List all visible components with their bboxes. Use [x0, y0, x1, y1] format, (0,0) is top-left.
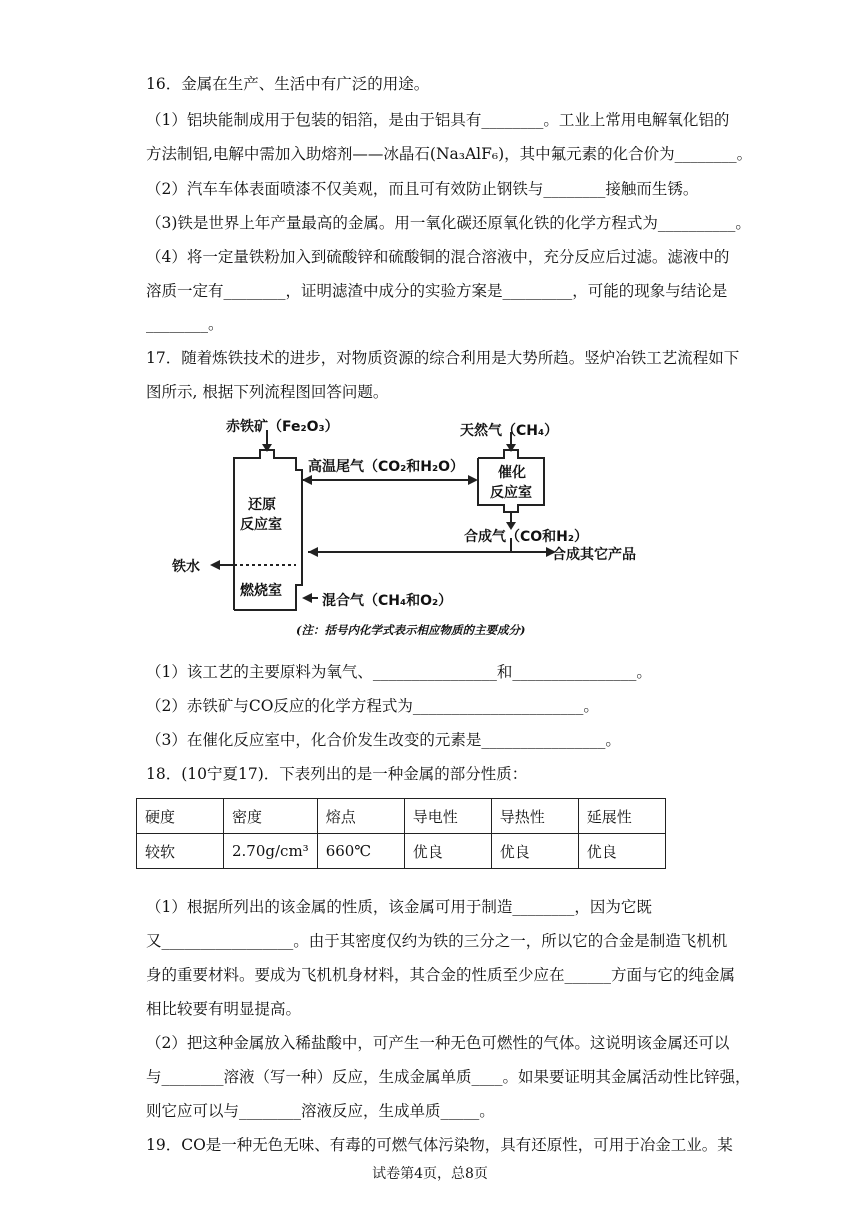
- label-combustion: 燃烧室: [240, 583, 282, 599]
- q18-para6: 与________溶液（写一种）反应，生成金属单质____。如果要证明其金属活动性比锌强，: [146, 1068, 751, 1086]
- label-other-products: 合成其它产品: [552, 547, 636, 563]
- q16-title: 16．金属在生产、生活中有广泛的用途。: [146, 75, 430, 93]
- table-header-cell: 硬度: [137, 799, 224, 834]
- label-catalytic-1: 催化: [498, 465, 526, 481]
- label-natural-gas: 天然气（CH₄）: [460, 423, 559, 439]
- q16-line4: （2）汽车车体表面喷漆不仅美观，而且可有效防止钢铁与________接触而生锈。: [146, 180, 699, 198]
- process-flow-diagram: [168, 410, 668, 642]
- label-reduction-1: 还原: [248, 497, 276, 513]
- q16-line3: 方法制铝,电解中需加入助熔剂——冰晶石(Na₃AlF₆)，其中氟元素的化合价为________。: [146, 145, 753, 163]
- label-reduction-2: 反应室: [240, 517, 282, 533]
- q17-line2: 图所示, 根据下列流程图回答问题。: [146, 383, 389, 401]
- q19-title: 19．CO是一种无色无味、有毒的可燃气体污染物，具有还原性，可用于冶金工业。某: [146, 1136, 733, 1154]
- diagram-note: (注：括号内化学式表示相应物质的主要成分): [296, 623, 526, 637]
- label-mixed-gas: 混合气（CH₄和O₂）: [322, 593, 453, 609]
- label-ore: 赤铁矿（Fe₂O₃）: [226, 419, 339, 435]
- label-catalytic-2: 反应室: [490, 485, 532, 501]
- q16-line2: （1）铝块能制成用于包装的铝箔，是由于铝具有________。工业上常用电解氧化铝的: [146, 111, 730, 129]
- q16-line5: （3)铁是世界上年产量最高的金属。用一氧化碳还原氧化铁的化学方程式为__________。: [146, 214, 751, 232]
- table-header-cell: 延展性: [578, 799, 665, 834]
- q17-answer1: （1）该工艺的主要原料为氧气、________________和________________。: [146, 663, 652, 681]
- table-header-cell: 导电性: [404, 799, 491, 834]
- table-header-cell: 熔点: [317, 799, 404, 834]
- table-header-cell: 导热性: [491, 799, 578, 834]
- q17-title: 17．随着炼铁技术的进步，对物质资源的综合利用是大势所趋。竖炉冶铁工艺流程如下: [146, 349, 740, 367]
- q18-para1: （1）根据所列出的该金属的性质，该金属可用于制造________，因为它既: [146, 898, 652, 916]
- table-row: [137, 834, 666, 869]
- page-footer: 试卷第4页，总8页: [372, 1166, 488, 1182]
- q18-para4: 相比较要有明显提高。: [146, 1000, 302, 1018]
- table-cell: 优良: [404, 834, 491, 869]
- q17-answer3: （3）在催化反应室中，化合价发生改变的元素是________________。: [146, 731, 621, 749]
- label-syngas: 合成气（CO和H₂）: [464, 529, 589, 545]
- label-iron-water: 铁水: [172, 559, 200, 575]
- table-header-cell: 密度: [224, 799, 318, 834]
- label-tail-gas: 高温尾气（CO₂和H₂O）: [308, 459, 465, 475]
- table-cell: 优良: [578, 834, 665, 869]
- q18-para7: 则它应可以与________溶液反应，生成单质_____。: [146, 1102, 495, 1120]
- q18-para2: 又_________________。由于其密度仅约为铁的三分之一，所以它的合金是制造飞机机: [146, 932, 728, 950]
- q18-para5: （2）把这种金属放入稀盐酸中，可产生一种无色可燃性的气体。这说明该金属还可以: [146, 1034, 730, 1052]
- q17-answer2: （2）赤铁矿与CO反应的化学方程式为______________________。: [146, 697, 599, 715]
- q18-para3: 身的重要材料。要成为飞机机身材料，其合金的性质至少应在______方面与它的纯金属: [146, 966, 736, 984]
- q16-line8: ________。: [146, 315, 224, 333]
- table-cell: 660℃: [317, 834, 404, 869]
- table-header-row: [137, 799, 666, 834]
- q18-title: 18．(10宁夏17)．下表列出的是一种金属的部分性质：: [146, 765, 528, 783]
- metal-properties-table: [136, 798, 666, 869]
- q16-line6: （4）将一定量铁粉加入到硫酸锌和硫酸铜的混合溶液中，充分反应后过滤。滤液中的: [146, 248, 730, 266]
- q16-line7: 溶质一定有________，证明滤渣中成分的实验方案是_________，可能的现象与结论是: [146, 282, 728, 300]
- table-cell: 2.70g/cm³: [224, 834, 318, 869]
- table-cell: 优良: [491, 834, 578, 869]
- table-cell: 较软: [137, 834, 224, 869]
